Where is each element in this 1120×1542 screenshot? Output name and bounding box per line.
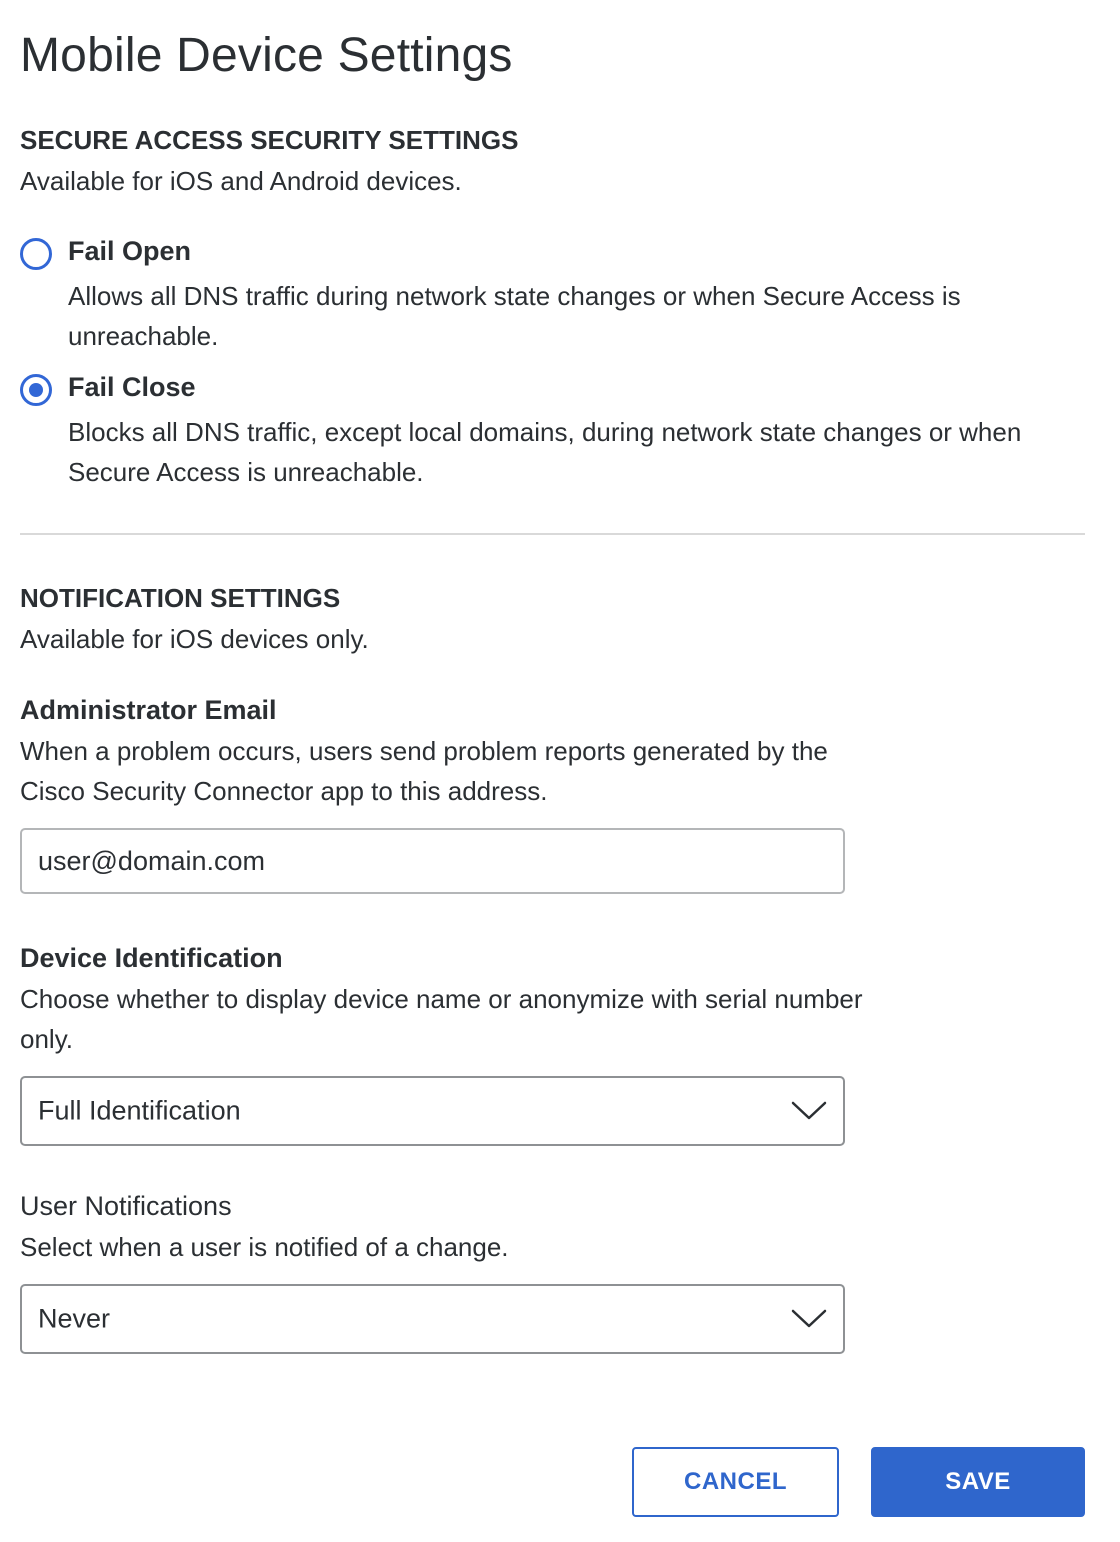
cancel-button[interactable]: CANCEL xyxy=(632,1447,839,1517)
secure-access-heading: SECURE ACCESS SECURITY SETTINGS xyxy=(20,125,519,155)
page-title: Mobile Device Settings xyxy=(20,29,513,82)
fail-close-option[interactable] xyxy=(20,372,1085,487)
chevron-down-icon xyxy=(791,1309,827,1329)
section-divider xyxy=(20,533,1085,535)
device-identification-value: Full Identification xyxy=(38,1095,241,1126)
device-identification-select[interactable] xyxy=(20,1076,845,1146)
fail-close-description: Blocks all DNS traffic, except local domains, during network state changes or when Secure Access is unreachable. xyxy=(68,417,1022,487)
admin-email-field[interactable] xyxy=(20,828,845,894)
user-notifications-value: Never xyxy=(38,1303,111,1334)
user-notifications-select[interactable] xyxy=(20,1284,845,1354)
admin-email-label: Administrator Email xyxy=(20,695,277,725)
fail-close-label: Fail Close xyxy=(68,372,196,402)
admin-email-help: When a problem occurs, users send problem reports generated by the Cisco Security Connector app to this address. xyxy=(20,736,828,806)
fail-open-radio[interactable] xyxy=(20,238,52,270)
device-identification-help: Choose whether to display device name or anonymize with serial number only. xyxy=(20,984,863,1054)
notification-description: Available for iOS devices only. xyxy=(20,624,369,654)
user-notifications-label: User Notifications xyxy=(20,1191,232,1221)
secure-access-description: Available for iOS and Android devices. xyxy=(20,166,462,196)
user-notifications-help: Select when a user is notified of a change. xyxy=(20,1232,509,1262)
fail-open-description: Allows all DNS traffic during network state changes or when Secure Access is unreachable. xyxy=(68,281,961,351)
save-button[interactable]: SAVE xyxy=(871,1447,1085,1517)
fail-open-label: Fail Open xyxy=(68,236,192,266)
notification-heading: NOTIFICATION SETTINGS xyxy=(20,583,341,613)
fail-open-option[interactable] xyxy=(20,236,1085,351)
fail-close-radio[interactable] xyxy=(20,374,52,406)
device-identification-label: Device Identification xyxy=(20,943,283,973)
chevron-down-icon xyxy=(791,1101,827,1121)
